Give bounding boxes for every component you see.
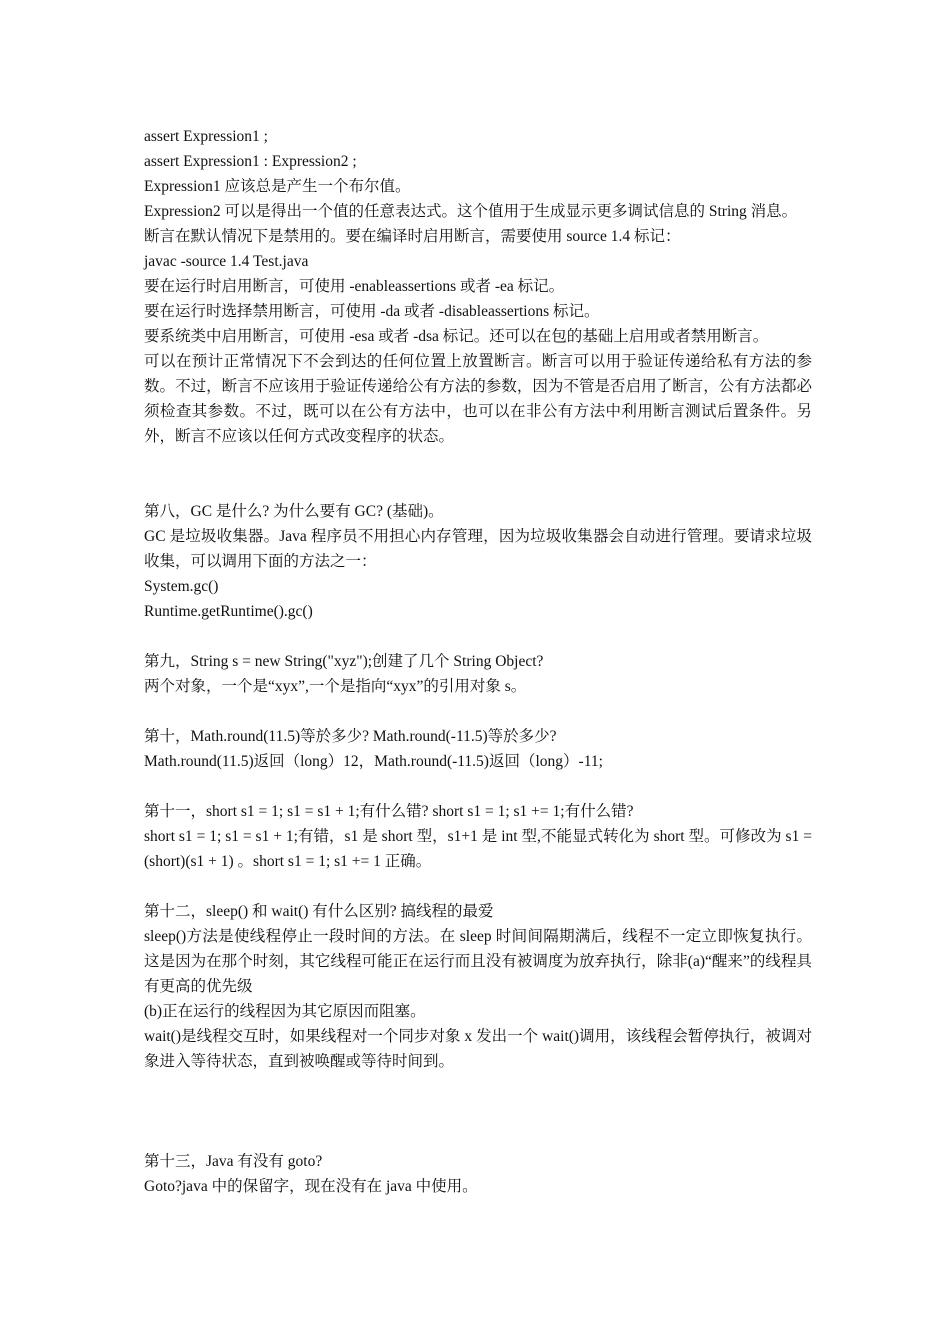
question-12-heading: 第十二，sleep() 和 wait() 有什么区别? 搞线程的最爱 — [144, 903, 494, 920]
paragraph-expression2: Expression2 可以是得出一个值的任意表达式。这个值用于生成显示更多调试信息的 String 消息。 — [144, 203, 798, 220]
code-line-system-gc: System.gc() — [144, 578, 219, 595]
question-10-heading: 第十，Math.round(11.5)等於多少? Math.round(-11.5)等於多少? — [144, 728, 557, 745]
answer-12-sleep: sleep()方法是使线程停止一段时间的方法。在 sleep 时间间隔期满后，线程不一定立即恢复执行。这是因为在那个时刻，其它线程可能正在运行而且没有被调度为放弃执行，除非(a)“醒来”的线程具有更高的优先级 — [144, 928, 812, 995]
answer-12-blocked: (b)正在运行的线程因为其它原因而阻塞。 — [144, 1003, 426, 1020]
paragraph-assert-usage: 可以在预计正常情况下不会到达的任何位置上放置断言。断言可以用于验证传递给私有方法的参数。不过，断言不应该用于验证传递给公有方法的参数，因为不管是否启用了断言，公有方法都必须检查其参数。不过，既可以在公有方法中，也可以在非公有方法中利用断言测试后置条件。另外，断言不应该以任何方式改变程序的状态。 — [144, 353, 812, 445]
spacer — [144, 624, 812, 649]
question-8-heading: 第八，GC 是什么? 为什么要有 GC? (基础)。 — [144, 503, 444, 520]
code-line-assert-2: assert Expression1 : Expression2 ; — [144, 153, 357, 170]
answer-8-text: GC 是垃圾收集器。Java 程序员不用担心内存管理，因为垃圾收集器会自动进行管理。要请求垃圾收集，可以调用下面的方法之一： — [144, 528, 812, 570]
paragraph-system-assertions: 要系统类中启用断言，可使用 -esa 或者 -dsa 标记。还可以在包的基础上启用或者禁用断言。 — [144, 328, 769, 345]
code-line-assert-1: assert Expression1 ; — [144, 128, 268, 145]
answer-13-text: Goto?java 中的保留字，现在没有在 java 中使用。 — [144, 1178, 478, 1195]
question-13-heading: 第十三，Java 有没有 goto? — [144, 1153, 323, 1170]
answer-9-text: 两个对象，一个是“xyx”,一个是指向“xyx”的引用对象 s。 — [144, 678, 527, 695]
document-body — [144, 124, 812, 1199]
spacer — [144, 774, 812, 799]
spacer — [144, 1074, 812, 1149]
answer-12-wait: wait()是线程交互时，如果线程对一个同步对象 x 发出一个 wait()调用，该线程会暂停执行，被调对象进入等待状态，直到被唤醒或等待时间到。 — [144, 1028, 812, 1070]
question-9-heading: 第九，String s = new String("xyz");创建了几个 String Object? — [144, 653, 544, 670]
spacer — [144, 449, 812, 499]
answer-11-text: short s1 = 1; s1 = s1 + 1;有错，s1 是 short 型，s1+1 是 int 型,不能显式转化为 short 型。可修改为 s1 =(short)(s1 + 1) 。short s1 = 1; s1 += 1 正确。 — [144, 828, 812, 870]
code-line-javac: javac -source 1.4 Test.java — [144, 253, 309, 270]
paragraph-expression1: Expression1 应该总是产生一个布尔值。 — [144, 178, 411, 195]
code-line-runtime-gc: Runtime.getRuntime().gc() — [144, 603, 313, 620]
spacer — [144, 699, 812, 724]
paragraph-assert-disabled: 断言在默认情况下是禁用的。要在编译时启用断言，需要使用 source 1.4 标记： — [144, 228, 681, 245]
answer-10-text: Math.round(11.5)返回（long）12，Math.round(-11.5)返回（long）-11; — [144, 753, 603, 770]
paragraph-disable-assertions: 要在运行时选择禁用断言，可使用 -da 或者 -disableassertions 标记。 — [144, 303, 600, 320]
spacer — [144, 874, 812, 899]
paragraph-enable-assertions: 要在运行时启用断言，可使用 -enableassertions 或者 -ea 标记。 — [144, 278, 565, 295]
question-11-heading: 第十一，short s1 = 1; s1 = s1 + 1;有什么错? short s1 = 1; s1 += 1;有什么错? — [144, 803, 634, 820]
